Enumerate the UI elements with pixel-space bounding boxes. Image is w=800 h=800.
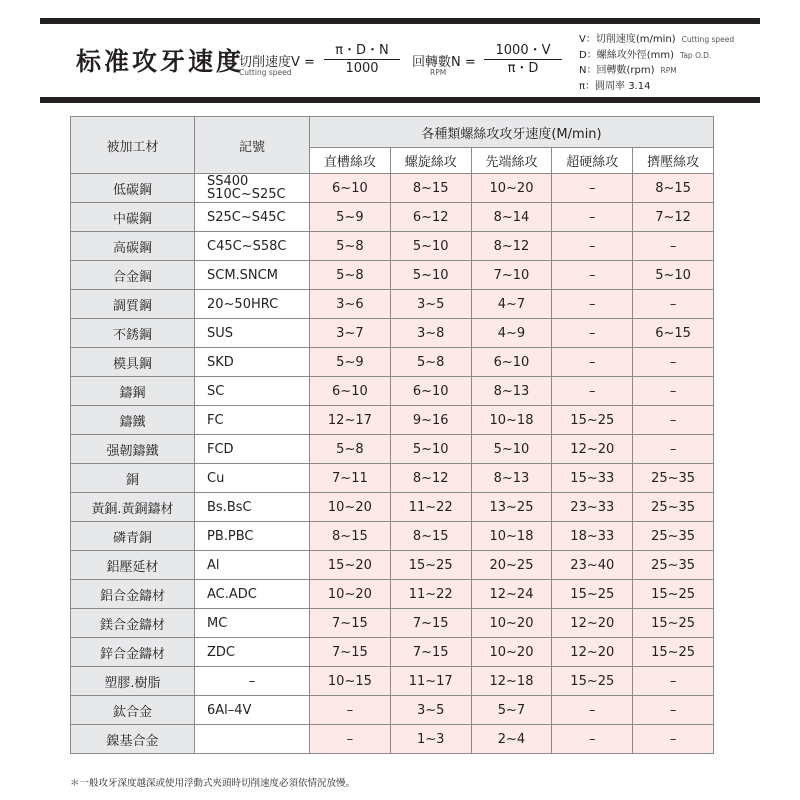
cutting-speed-formula-label: 切削速度V =	[239, 55, 315, 70]
material-cell: 鋁合金鑄材	[71, 580, 195, 609]
speed-value-cell: –	[633, 232, 714, 261]
speed-value-cell: 3~5	[390, 696, 471, 725]
speed-value-cell: 12~20	[552, 609, 633, 638]
speed-value-cell: 15~25	[390, 551, 471, 580]
speed-value-cell: –	[633, 725, 714, 754]
code-cell: ZDC	[195, 638, 310, 667]
speed-value-cell: 11~17	[390, 667, 471, 696]
code-cell: S25C~S45C	[195, 203, 310, 232]
legend-item: π：圓周率 3.14	[579, 80, 651, 92]
speed-value-cell: 15~25	[552, 406, 633, 435]
material-cell: 鋁壓延材	[71, 551, 195, 580]
table-row	[71, 638, 714, 667]
speed-value-cell: –	[552, 203, 633, 232]
table-row	[71, 232, 714, 261]
header-material: 被加工材	[71, 117, 195, 174]
speed-value-cell: 10~20	[310, 580, 391, 609]
code-cell: FC	[195, 406, 310, 435]
material-cell: 鎂合金鑄材	[71, 609, 195, 638]
code-line: SS400	[207, 174, 249, 189]
speed-value-cell: 5~10	[390, 261, 471, 290]
speed-value-cell: 11~22	[390, 493, 471, 522]
speed-value-cell: 4~9	[471, 319, 552, 348]
speed-value-cell: –	[633, 406, 714, 435]
speed-value-cell: 6~10	[390, 377, 471, 406]
material-cell: 塑膠.樹脂	[71, 667, 195, 696]
cutting-speed-fraction	[324, 42, 400, 77]
speed-value-cell: 7~15	[310, 638, 391, 667]
rpm-denominator: π・D	[507, 61, 539, 76]
speed-value-cell: –	[552, 348, 633, 377]
material-cell: 高碳鋼	[71, 232, 195, 261]
speed-value-cell: –	[552, 174, 633, 203]
material-cell: 中碳鋼	[71, 203, 195, 232]
legend-item: V：切削速度(m/min) Cutting speed	[579, 34, 735, 45]
speed-value-cell: 10~20	[471, 638, 552, 667]
speed-value-cell: 3~8	[390, 319, 471, 348]
speed-value-cell: 5~9	[310, 203, 391, 232]
speed-value-cell: –	[633, 377, 714, 406]
code-cell: C45C~S58C	[195, 232, 310, 261]
speed-value-cell: 25~35	[633, 464, 714, 493]
speed-value-cell: 5~10	[390, 435, 471, 464]
code-cell: AC.ADC	[195, 580, 310, 609]
bottom-rule	[40, 97, 760, 103]
material-cell: 磷青銅	[71, 522, 195, 551]
speed-value-cell: 25~35	[633, 551, 714, 580]
speed-value-cell: –	[633, 348, 714, 377]
material-cell: 鈦合金	[71, 696, 195, 725]
speed-value-cell: 8~15	[310, 522, 391, 551]
table-row	[71, 493, 714, 522]
speed-value-cell: 8~12	[471, 232, 552, 261]
tapping-speed-table	[70, 116, 714, 754]
speed-value-cell: 25~35	[633, 493, 714, 522]
speed-value-cell: 10~15	[310, 667, 391, 696]
speed-value-cell: 7~15	[390, 609, 471, 638]
speed-value-cell: 5~10	[390, 232, 471, 261]
rpm-fraction	[484, 42, 562, 77]
speed-value-cell: 6~15	[633, 319, 714, 348]
speed-value-cell: 4~7	[471, 290, 552, 319]
material-cell: 鋅合金鑄材	[71, 638, 195, 667]
symbol-legend	[579, 32, 734, 94]
material-cell: 模具鋼	[71, 348, 195, 377]
speed-value-cell: 5~9	[310, 348, 391, 377]
table-row	[71, 667, 714, 696]
rpm-sublabel: RPM	[430, 68, 447, 77]
cutting-speed-numerator: π・D・N	[324, 42, 400, 60]
header-code: 記號	[195, 117, 310, 174]
speed-value-cell: 6~10	[310, 174, 391, 203]
speed-value-cell: 5~8	[310, 232, 391, 261]
table-row	[71, 377, 714, 406]
table-row	[71, 464, 714, 493]
top-rule	[40, 18, 760, 24]
speed-value-cell: 20~25	[471, 551, 552, 580]
header-spiral-point-tap: 先端絲攻	[471, 148, 552, 174]
speed-value-cell: –	[310, 696, 391, 725]
speed-value-cell: 15~20	[310, 551, 391, 580]
speed-value-cell: –	[310, 725, 391, 754]
speed-value-cell: –	[552, 261, 633, 290]
cutting-speed-sublabel: Cutting speed	[239, 68, 292, 77]
header-forming-tap: 擠壓絲攻	[633, 148, 714, 174]
material-cell: 鑄鐵	[71, 406, 195, 435]
rpm-numerator: 1000・V	[484, 42, 562, 60]
speed-value-cell: 8~13	[471, 377, 552, 406]
speed-value-cell: 6~12	[390, 203, 471, 232]
speed-value-cell: 7~10	[471, 261, 552, 290]
code-cell: Bs.BsC	[195, 493, 310, 522]
speed-value-cell: 7~11	[310, 464, 391, 493]
code-cell: SKD	[195, 348, 310, 377]
code-cell: FCD	[195, 435, 310, 464]
speed-value-cell: 8~15	[390, 522, 471, 551]
speed-value-cell: 5~8	[390, 348, 471, 377]
speed-value-cell: 15~25	[633, 638, 714, 667]
speed-value-cell: 3~5	[390, 290, 471, 319]
speed-value-cell: 12~17	[310, 406, 391, 435]
table-row	[71, 522, 714, 551]
material-cell: 强韌鑄鐵	[71, 435, 195, 464]
table-row	[71, 725, 714, 754]
table-row	[71, 348, 714, 377]
speed-value-cell: 5~7	[471, 696, 552, 725]
material-cell: 不銹鋼	[71, 319, 195, 348]
speed-value-cell: 15~25	[633, 609, 714, 638]
material-cell: 鎳基合金	[71, 725, 195, 754]
speed-value-cell: 8~13	[471, 464, 552, 493]
table-row	[71, 580, 714, 609]
speed-value-cell: 10~18	[471, 406, 552, 435]
table-row	[71, 203, 714, 232]
speed-value-cell: 23~33	[552, 493, 633, 522]
speed-value-cell: 6~10	[310, 377, 391, 406]
speed-value-cell: 18~33	[552, 522, 633, 551]
material-cell: 黃銅.黃銅鑄材	[71, 493, 195, 522]
speed-value-cell: –	[552, 725, 633, 754]
material-cell: 合金鋼	[71, 261, 195, 290]
speed-value-cell: 15~25	[552, 580, 633, 609]
speed-value-cell: 2~4	[471, 725, 552, 754]
speed-value-cell: 6~10	[471, 348, 552, 377]
speed-value-cell: 11~22	[390, 580, 471, 609]
header-speed-group: 各種類螺絲攻攻牙速度(M/min)	[310, 117, 714, 148]
speed-value-cell: 1~3	[390, 725, 471, 754]
speed-value-cell: 15~25	[552, 667, 633, 696]
speed-value-cell: 5~8	[310, 261, 391, 290]
speed-value-cell: –	[552, 696, 633, 725]
table-row	[71, 551, 714, 580]
table-row	[71, 174, 714, 203]
speed-value-cell: 8~15	[633, 174, 714, 203]
speed-value-cell: 10~20	[310, 493, 391, 522]
speed-value-cell: 5~10	[633, 261, 714, 290]
speed-value-cell: 3~6	[310, 290, 391, 319]
code-cell: MC	[195, 609, 310, 638]
speed-value-cell: 10~18	[471, 522, 552, 551]
speed-value-cell: –	[552, 377, 633, 406]
speed-value-cell: 12~20	[552, 435, 633, 464]
material-cell: 銅	[71, 464, 195, 493]
speed-value-cell: 13~25	[471, 493, 552, 522]
code-cell: Cu	[195, 464, 310, 493]
speed-value-cell: 15~25	[633, 580, 714, 609]
speed-value-cell: 8~15	[390, 174, 471, 203]
speed-value-cell: 8~12	[390, 464, 471, 493]
speed-value-cell: 8~14	[471, 203, 552, 232]
code-cell: 20~50HRC	[195, 290, 310, 319]
table-row	[71, 406, 714, 435]
speed-value-cell: 10~20	[471, 609, 552, 638]
speed-value-cell: –	[552, 290, 633, 319]
table-row	[71, 609, 714, 638]
legend-item: D：螺絲攻外徑(mm) Tap O.D.	[579, 49, 712, 61]
material-cell: 鑄鋼	[71, 377, 195, 406]
code-cell: 6Al–4V	[195, 696, 310, 725]
speed-value-cell: 7~15	[310, 609, 391, 638]
code-cell: PB.PBC	[195, 522, 310, 551]
speed-value-cell: 9~16	[390, 406, 471, 435]
code-cell: SCM.SNCM	[195, 261, 310, 290]
code-cell: –	[195, 667, 310, 696]
speed-value-cell: 7~15	[390, 638, 471, 667]
speed-value-cell: –	[633, 667, 714, 696]
code-cell: SUS	[195, 319, 310, 348]
table-row	[71, 261, 714, 290]
header-straight-flute-tap: 直槽絲攻	[310, 148, 391, 174]
code-line: S10C~S25C	[207, 187, 286, 202]
code-cell	[195, 725, 310, 754]
table-row	[71, 319, 714, 348]
speed-value-cell: 7~12	[633, 203, 714, 232]
code-cell: Al	[195, 551, 310, 580]
speed-value-cell: –	[633, 290, 714, 319]
footnote: ＊一般攻牙深度越深或使用浮動式夾頭時切削速度必須依情況放慢。	[70, 778, 356, 789]
speed-value-cell: 5~10	[471, 435, 552, 464]
speed-value-cell: 10~20	[471, 174, 552, 203]
cutting-speed-denominator: 1000	[345, 61, 379, 76]
code-cell: SC	[195, 377, 310, 406]
speed-value-cell: –	[633, 696, 714, 725]
speed-value-cell: 5~8	[310, 435, 391, 464]
speed-value-cell: –	[633, 435, 714, 464]
table-row	[71, 696, 714, 725]
speed-value-cell: 25~35	[633, 522, 714, 551]
speed-value-cell: 12~18	[471, 667, 552, 696]
speed-value-cell: 12~24	[471, 580, 552, 609]
material-cell: 調質鋼	[71, 290, 195, 319]
speed-value-cell: 12~20	[552, 638, 633, 667]
table-body	[71, 174, 714, 754]
table-row	[71, 290, 714, 319]
speed-value-cell: 3~7	[310, 319, 391, 348]
page-title: 标准攻牙速度	[76, 47, 245, 76]
speed-value-cell: 23~40	[552, 551, 633, 580]
speed-value-cell: 15~33	[552, 464, 633, 493]
header-spiral-flute-tap: 螺旋絲攻	[390, 148, 471, 174]
speed-value-cell: –	[552, 232, 633, 261]
material-cell: 低碳鋼	[71, 174, 195, 203]
legend-item: N：回轉數(rpm) RPM	[579, 65, 677, 76]
rpm-formula-label: 回轉數N =	[412, 55, 476, 70]
header-carbide-tap: 超硬絲攻	[552, 148, 633, 174]
speed-value-cell: –	[552, 319, 633, 348]
table-row	[71, 435, 714, 464]
code-cell	[195, 174, 310, 203]
